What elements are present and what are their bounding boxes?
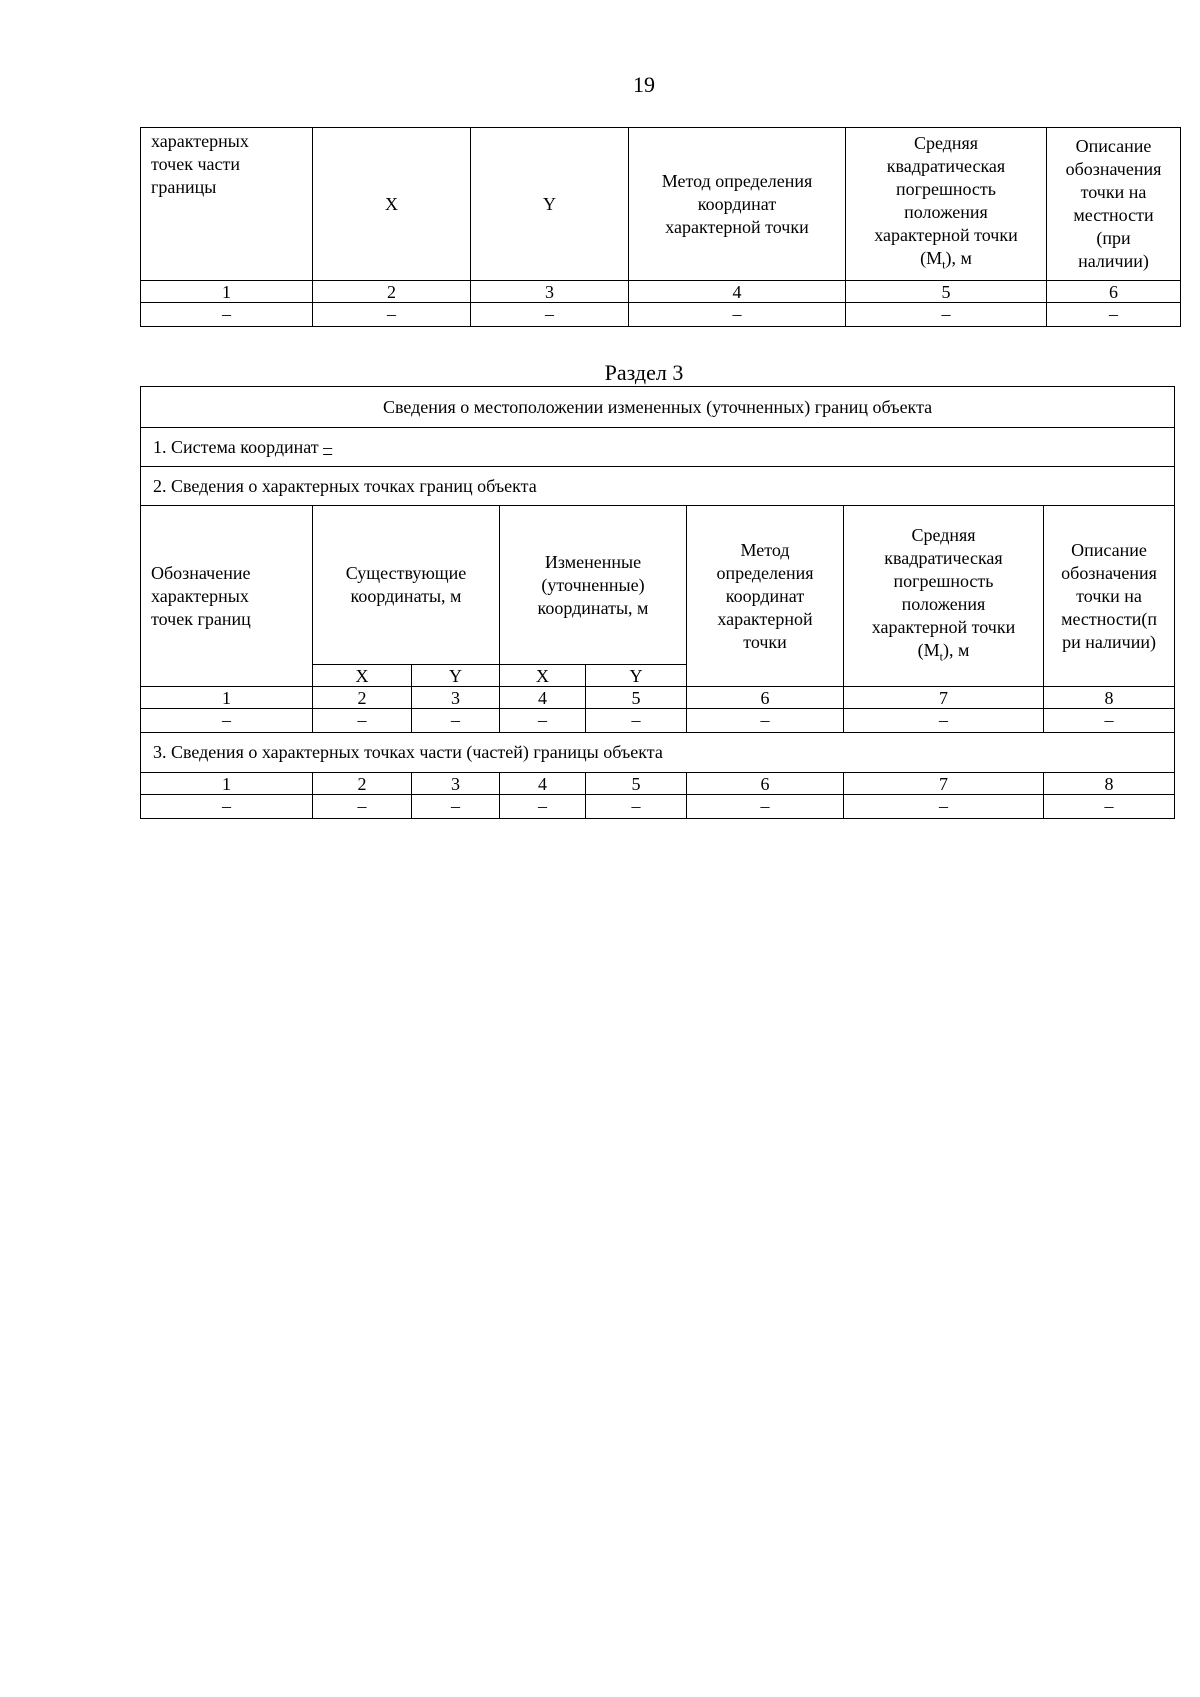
table-cell: – — [687, 795, 844, 819]
column-number: 2 — [313, 281, 471, 303]
table-cell: – — [500, 709, 586, 733]
table-cell: – — [313, 303, 471, 327]
header-y — [471, 128, 629, 281]
header-text: Описание обозначения точки на местности (при наличии) — [1065, 136, 1162, 271]
header-error — [844, 506, 1044, 687]
table-cell: – — [412, 709, 500, 733]
column-number: 2 — [313, 687, 412, 709]
header-description — [1044, 506, 1175, 687]
header-text: Y — [543, 193, 556, 214]
header-text: Описание обозначения точки на местности(п ри наличии) — [1061, 539, 1157, 652]
column-number: 3 — [412, 687, 500, 709]
table-cell: – — [500, 795, 586, 819]
table-cell: – — [1047, 303, 1181, 327]
header-existing-y: Y — [412, 665, 500, 687]
column-number: 5 — [846, 281, 1047, 303]
header-existing-x: X — [313, 665, 412, 687]
coordinate-system-value: – — [323, 436, 333, 457]
header-point-designation — [141, 128, 313, 281]
table-row — [141, 709, 1175, 733]
points-heading: 2. Сведения о характерных точках границ объекта — [141, 467, 1175, 506]
header-changed-x: X — [500, 665, 586, 687]
part-points-heading: 3. Сведения о характерных точках части (частей) границы объекта — [141, 733, 1175, 773]
table-cell: – — [141, 709, 313, 733]
column-number: 1 — [141, 281, 313, 303]
column-number: 2 — [313, 773, 412, 795]
header-error — [846, 128, 1047, 281]
header-text: Средняя квадратическая погрешность положения характерной точки $(M_t)$, м — [874, 132, 1018, 272]
column-number: 1 — [141, 687, 313, 709]
header-point-designation — [141, 506, 313, 687]
page-number: 19 — [633, 72, 655, 97]
header-changed-y: Y — [586, 665, 687, 687]
table-cell: – — [629, 303, 846, 327]
column-number: 8 — [1044, 773, 1175, 795]
table-cell: – — [141, 303, 313, 327]
table-cell: – — [313, 709, 412, 733]
column-number: 3 — [412, 773, 500, 795]
header-existing-coordinates — [313, 506, 500, 665]
table-row — [141, 795, 1175, 819]
column-number: 7 — [844, 773, 1044, 795]
table-cell: – — [1044, 795, 1175, 819]
table-cell: – — [412, 795, 500, 819]
table-caption: Сведения о местоположении измененных (уточненных) границ объекта — [141, 387, 1175, 428]
column-number: 8 — [1044, 687, 1175, 709]
table-header-row — [141, 506, 1175, 665]
header-text: характерных точек части границы — [151, 131, 249, 197]
column-number-row — [141, 773, 1175, 795]
table-cell: – — [1044, 709, 1175, 733]
column-number: 4 — [500, 687, 586, 709]
table-row — [141, 303, 1181, 327]
header-x — [313, 128, 471, 281]
table-cell: – — [846, 303, 1047, 327]
table-cell: – — [471, 303, 629, 327]
header-text: Существующие координаты, м — [345, 563, 467, 606]
column-number: 5 — [586, 773, 687, 795]
coordinate-system-label: 1. Система координат — [153, 436, 324, 457]
column-number: 1 — [141, 773, 313, 795]
header-method — [687, 506, 844, 687]
column-number-row — [141, 687, 1175, 709]
header-text: Измененные (уточненные) координаты, м — [537, 551, 649, 618]
header-method — [629, 128, 846, 281]
section-title: Раздел 3 — [604, 360, 684, 385]
column-number: 4 — [500, 773, 586, 795]
table-cell: – — [586, 709, 687, 733]
column-number: 6 — [687, 773, 844, 795]
part-points-table — [140, 127, 1181, 327]
column-number: 6 — [687, 687, 844, 709]
column-number-row — [141, 281, 1181, 303]
table-header-row — [141, 128, 1181, 281]
table-cell: – — [844, 709, 1044, 733]
header-description — [1047, 128, 1181, 281]
table-cell: – — [141, 795, 313, 819]
header-text: Метод определения координат характерной точки — [716, 539, 814, 652]
header-changed-coordinates — [500, 506, 687, 665]
column-number: 6 — [1047, 281, 1181, 303]
column-number: 5 — [586, 687, 687, 709]
table-cell: – — [313, 795, 412, 819]
column-number: 4 — [629, 281, 846, 303]
section-3-table — [140, 386, 1175, 819]
table-cell: – — [844, 795, 1044, 819]
header-text: X — [385, 193, 398, 214]
table-cell: – — [687, 709, 844, 733]
column-number: 3 — [471, 281, 629, 303]
coordinate-system-row — [141, 428, 1175, 467]
header-text: Метод определения координат характерной точки — [661, 170, 813, 237]
column-number: 7 — [844, 687, 1044, 709]
header-text: Обозначение характерных точек границ — [151, 562, 251, 629]
header-text: Средняя квадратическая погрешность положения характерной точки $(M_t)$, м — [871, 524, 1016, 664]
table-cell: – — [586, 795, 687, 819]
